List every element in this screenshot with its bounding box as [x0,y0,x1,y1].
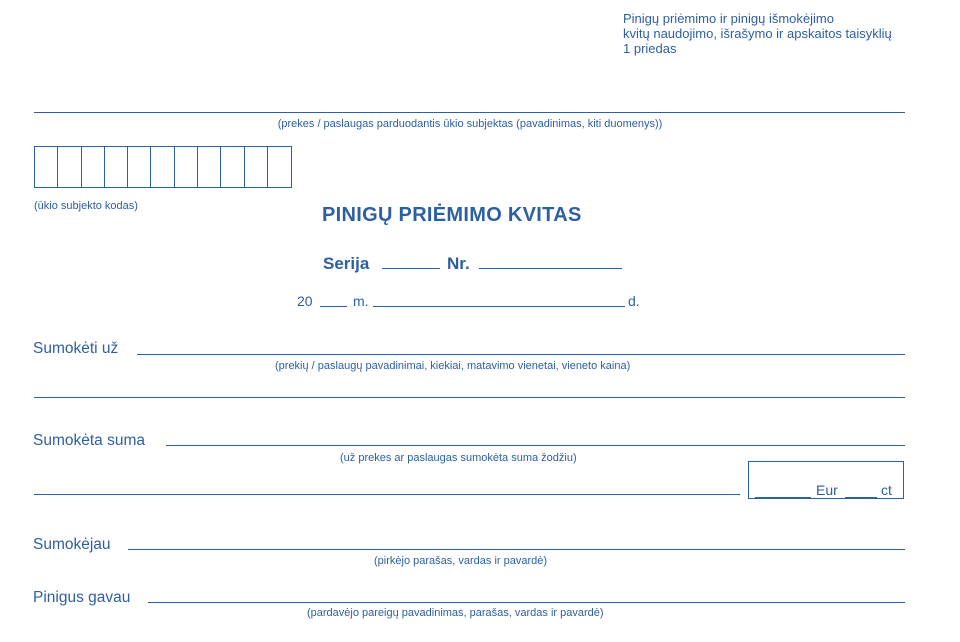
document-title: PINIGŲ PRIĖMIMO KVITAS [322,204,582,226]
amount-label: Sumokėta suma [33,432,145,449]
number-field[interactable] [479,268,622,269]
ct-field[interactable] [845,497,877,498]
series-label: Serija [323,254,370,273]
month-day-field[interactable] [373,306,625,307]
code-box[interactable] [221,147,244,187]
company-code-boxes[interactable] [34,146,292,188]
appendix-note-line1: Pinigų priėmimo ir pinigų išmokėjimo [623,11,834,26]
seller-caption: (prekes / paslaugas parduodantis ūkio subjektas (pavadinimas, kiti duomenys)) [277,118,663,130]
year-suffix: m. [353,293,369,309]
appendix-note-line3: 1 priedas [623,41,677,56]
number-label: Nr. [447,254,470,273]
day-suffix: d. [628,293,640,309]
paid-label: Sumokėjau [33,536,111,553]
code-box[interactable] [268,147,291,187]
seller-field[interactable] [34,112,905,113]
code-box[interactable] [105,147,128,187]
paid-for-field[interactable] [137,354,905,355]
eur-field[interactable] [755,497,811,498]
amount-field-2[interactable] [34,494,740,495]
code-box[interactable] [198,147,221,187]
paid-for-field-2[interactable] [34,397,905,398]
paid-caption: (pirkėjo parašas, vardas ir pavardė) [374,555,548,567]
code-box[interactable] [128,147,151,187]
received-label: Pinigus gavau [33,589,131,606]
code-box[interactable] [175,147,198,187]
ct-label: ct [881,482,892,498]
code-box[interactable] [58,147,81,187]
code-box[interactable] [151,147,174,187]
code-caption: (ūkio subjekto kodas) [34,200,138,212]
paid-for-label: Sumokėti už [33,340,119,357]
code-box[interactable] [35,147,58,187]
seller-signature-field[interactable] [148,602,905,603]
series-field[interactable] [382,268,440,269]
paid-for-caption: (prekių / paslaugų pavadinimai, kiekiai, matavimo vienetai, vieneto kaina) [275,360,631,372]
code-box[interactable] [245,147,268,187]
year-field[interactable] [320,306,347,307]
amount-caption: (už prekes ar paslaugas sumokėta suma žodžiu) [340,452,577,464]
year-prefix: 20 [297,293,313,309]
amount-field[interactable] [166,445,905,446]
code-box[interactable] [82,147,105,187]
appendix-note-line2: kvitų naudojimo, išrašymo ir apskaitos taisyklių [623,26,892,41]
buyer-signature-field[interactable] [128,549,905,550]
eur-label: Eur [816,482,838,498]
appendix-note [623,11,892,56]
received-caption: (pardavėjo pareigų pavadinimas, parašas, vardas ir pavardė) [307,607,604,619]
